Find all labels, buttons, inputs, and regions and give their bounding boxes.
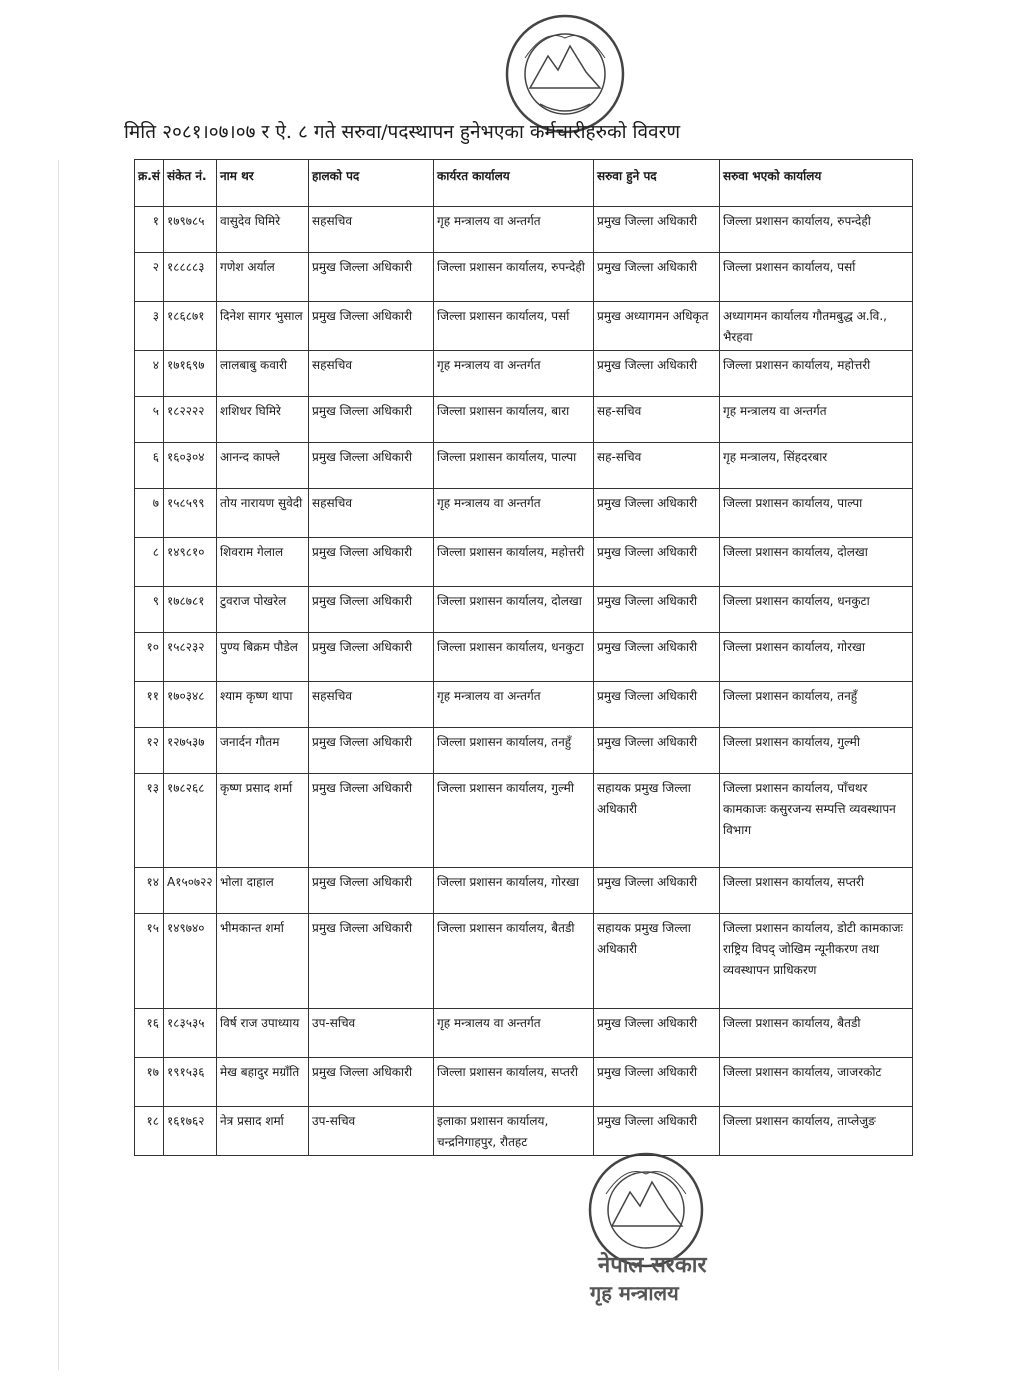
seal-text-lower: गृह मन्त्रालय bbox=[590, 1281, 679, 1305]
cell-serial: १५ bbox=[135, 914, 164, 1009]
header-name: नाम थर bbox=[217, 160, 309, 207]
cell-name: वासुदेव घिमिरे bbox=[217, 207, 309, 253]
table-row bbox=[135, 1058, 913, 1107]
cell-serial: ११ bbox=[135, 682, 164, 728]
cell-code: १८६८७१ bbox=[164, 302, 217, 351]
cell-current-post: सहसचिव bbox=[309, 351, 434, 397]
cell-transfer-office: जिल्ला प्रशासन कार्यालय, तनहुँ bbox=[720, 682, 913, 728]
cell-serial: २ bbox=[135, 253, 164, 302]
header-code: संकेत नं. bbox=[164, 160, 217, 207]
cell-working-office: गृह मन्त्रालय वा अन्तर्गत bbox=[434, 489, 594, 538]
table-row bbox=[135, 914, 913, 1009]
table-row bbox=[135, 302, 913, 351]
table-row bbox=[135, 682, 913, 728]
table-row bbox=[135, 207, 913, 253]
cell-name: जनार्दन गौतम bbox=[217, 728, 309, 774]
cell-code: १६१७६२ bbox=[164, 1107, 217, 1156]
cell-current-post: प्रमुख जिल्ला अधिकारी bbox=[309, 728, 434, 774]
cell-transfer-office: जिल्ला प्रशासन कार्यालय, डोटी कामकाजः राष्ट्रिय विपद् जोखिम न्यूनीकरण तथा व्यवस्थापन प्राधिकरण bbox=[720, 914, 913, 1009]
cell-transfer-post: प्रमुख जिल्ला अधिकारी bbox=[594, 207, 720, 253]
cell-code: १४९८१० bbox=[164, 538, 217, 587]
cell-name: लालबाबु कवारी bbox=[217, 351, 309, 397]
cell-current-post: प्रमुख जिल्ला अधिकारी bbox=[309, 443, 434, 489]
table-row bbox=[135, 633, 913, 682]
cell-code: १८३५३५ bbox=[164, 1009, 217, 1058]
cell-code: १७८७८१ bbox=[164, 587, 217, 633]
cell-serial: १२ bbox=[135, 728, 164, 774]
cell-working-office: जिल्ला प्रशासन कार्यालय, बारा bbox=[434, 397, 594, 443]
cell-transfer-office: जिल्ला प्रशासन कार्यालय, धनकुटा bbox=[720, 587, 913, 633]
cell-transfer-office: जिल्ला प्रशासन कार्यालय, पाँचथर कामकाजः कसुरजन्य सम्पत्ति व्यवस्थापन विभाग bbox=[720, 774, 913, 868]
cell-transfer-office: गृह मन्त्रालय, सिंहदरबार bbox=[720, 443, 913, 489]
cell-name: कृष्ण प्रसाद शर्मा bbox=[217, 774, 309, 868]
cell-transfer-post: प्रमुख जिल्ला अधिकारी bbox=[594, 682, 720, 728]
government-seal-bottom bbox=[570, 1148, 722, 1306]
cell-transfer-post: प्रमुख जिल्ला अधिकारी bbox=[594, 538, 720, 587]
cell-code: १४९७४० bbox=[164, 914, 217, 1009]
cell-transfer-post: प्रमुख जिल्ला अधिकारी bbox=[594, 1107, 720, 1156]
cell-transfer-office: गृह मन्त्रालय वा अन्तर्गत bbox=[720, 397, 913, 443]
header-row bbox=[135, 160, 913, 207]
cell-code: १६०३०४ bbox=[164, 443, 217, 489]
cell-transfer-post: प्रमुख जिल्ला अधिकारी bbox=[594, 489, 720, 538]
cell-working-office: जिल्ला प्रशासन कार्यालय, पर्सा bbox=[434, 302, 594, 351]
cell-name: दिनेश सागर भुसाल bbox=[217, 302, 309, 351]
cell-code: १७१६९७ bbox=[164, 351, 217, 397]
cell-serial: ७ bbox=[135, 489, 164, 538]
document-title: मिति २०८१।०७।०७ र ऐ. ८ गते सरुवा/पदस्थापन हुनेभएका कर्मचारीहरुको विवरण bbox=[124, 121, 681, 143]
cell-working-office: जिल्ला प्रशासन कार्यालय, दोलखा bbox=[434, 587, 594, 633]
header-working-office: कार्यरत कार्यालय bbox=[434, 160, 594, 207]
cell-transfer-office: जिल्ला प्रशासन कार्यालय, पाल्पा bbox=[720, 489, 913, 538]
cell-transfer-office: जिल्ला प्रशासन कार्यालय, गुल्मी bbox=[720, 728, 913, 774]
cell-transfer-post: प्रमुख जिल्ला अधिकारी bbox=[594, 253, 720, 302]
cell-serial: ९ bbox=[135, 587, 164, 633]
cell-transfer-post: प्रमुख जिल्ला अधिकारी bbox=[594, 351, 720, 397]
cell-working-office: जिल्ला प्रशासन कार्यालय, धनकुटा bbox=[434, 633, 594, 682]
cell-transfer-office: जिल्ला प्रशासन कार्यालय, बैतडी bbox=[720, 1009, 913, 1058]
cell-transfer-post: प्रमुख अध्यागमन अधिकृत bbox=[594, 302, 720, 351]
cell-name: भीमकान्त शर्मा bbox=[217, 914, 309, 1009]
cell-code: १७९७८५ bbox=[164, 207, 217, 253]
cell-working-office: गृह मन्त्रालय वा अन्तर्गत bbox=[434, 207, 594, 253]
table-row bbox=[135, 587, 913, 633]
cell-working-office: गृह मन्त्रालय वा अन्तर्गत bbox=[434, 351, 594, 397]
table-row bbox=[135, 351, 913, 397]
cell-transfer-post: सहायक प्रमुख जिल्ला अधिकारी bbox=[594, 914, 720, 1009]
header-transfer-office: सरुवा भएको कार्यालय bbox=[720, 160, 913, 207]
table-row bbox=[135, 443, 913, 489]
cell-serial: ५ bbox=[135, 397, 164, 443]
cell-current-post: प्रमुख जिल्ला अधिकारी bbox=[309, 587, 434, 633]
header-transfer-post: सरुवा हुने पद bbox=[594, 160, 720, 207]
cell-serial: १७ bbox=[135, 1058, 164, 1107]
cell-name: शिवराम गेलाल bbox=[217, 538, 309, 587]
cell-serial: ६ bbox=[135, 443, 164, 489]
cell-transfer-office: जिल्ला प्रशासन कार्यालय, दोलखा bbox=[720, 538, 913, 587]
cell-current-post: उप-सचिव bbox=[309, 1009, 434, 1058]
cell-transfer-office: जिल्ला प्रशासन कार्यालय, रुपन्देही bbox=[720, 207, 913, 253]
cell-code: १८२२२२ bbox=[164, 397, 217, 443]
cell-transfer-post: प्रमुख जिल्ला अधिकारी bbox=[594, 868, 720, 914]
transfer-table bbox=[134, 159, 913, 1156]
cell-name: मेख बहादुर मग्राँति bbox=[217, 1058, 309, 1107]
cell-working-office: जिल्ला प्रशासन कार्यालय, सप्तरी bbox=[434, 1058, 594, 1107]
cell-serial: १० bbox=[135, 633, 164, 682]
cell-code: १७०३४८ bbox=[164, 682, 217, 728]
cell-code: १२७५३७ bbox=[164, 728, 217, 774]
cell-current-post: सहसचिव bbox=[309, 682, 434, 728]
cell-transfer-post: सह-सचिव bbox=[594, 443, 720, 489]
cell-name: आनन्द काफ्ले bbox=[217, 443, 309, 489]
cell-transfer-office: जिल्ला प्रशासन कार्यालय, महोत्तरी bbox=[720, 351, 913, 397]
cell-current-post: प्रमुख जिल्ला अधिकारी bbox=[309, 1058, 434, 1107]
table-row bbox=[135, 1009, 913, 1058]
cell-working-office: जिल्ला प्रशासन कार्यालय, गोरखा bbox=[434, 868, 594, 914]
cell-transfer-office: जिल्ला प्रशासन कार्यालय, सप्तरी bbox=[720, 868, 913, 914]
cell-name: नेत्र प्रसाद शर्मा bbox=[217, 1107, 309, 1156]
cell-serial: ४ bbox=[135, 351, 164, 397]
cell-transfer-office: अध्यागमन कार्यालय गौतमबुद्ध अ.वि., भैरहवा bbox=[720, 302, 913, 351]
cell-code: १७८२६८ bbox=[164, 774, 217, 868]
cell-current-post: प्रमुख जिल्ला अधिकारी bbox=[309, 914, 434, 1009]
cell-name: तोय नारायण सुवेदी bbox=[217, 489, 309, 538]
cell-current-post: सहसचिव bbox=[309, 207, 434, 253]
seal-text-upper: नेपाल सरकार bbox=[598, 1253, 707, 1278]
cell-working-office: गृह मन्त्रालय वा अन्तर्गत bbox=[434, 682, 594, 728]
cell-transfer-post: सहायक प्रमुख जिल्ला अधिकारी bbox=[594, 774, 720, 868]
cell-serial: ८ bbox=[135, 538, 164, 587]
cell-code: A१५०७२२ bbox=[164, 868, 217, 914]
cell-serial: १६ bbox=[135, 1009, 164, 1058]
cell-working-office: जिल्ला प्रशासन कार्यालय, महोत्तरी bbox=[434, 538, 594, 587]
cell-transfer-office: जिल्ला प्रशासन कार्यालय, पर्सा bbox=[720, 253, 913, 302]
cell-current-post: प्रमुख जिल्ला अधिकारी bbox=[309, 774, 434, 868]
cell-serial: १८ bbox=[135, 1107, 164, 1156]
cell-transfer-post: प्रमुख जिल्ला अधिकारी bbox=[594, 1009, 720, 1058]
table-header bbox=[135, 160, 913, 207]
cell-working-office: जिल्ला प्रशासन कार्यालय, पाल्पा bbox=[434, 443, 594, 489]
cell-transfer-post: प्रमुख जिल्ला अधिकारी bbox=[594, 728, 720, 774]
cell-name: टुवराज पोखरेल bbox=[217, 587, 309, 633]
cell-transfer-post: प्रमुख जिल्ला अधिकारी bbox=[594, 633, 720, 682]
cell-working-office: गृह मन्त्रालय वा अन्तर्गत bbox=[434, 1009, 594, 1058]
cell-code: १९१५३६ bbox=[164, 1058, 217, 1107]
cell-transfer-post: प्रमुख जिल्ला अधिकारी bbox=[594, 587, 720, 633]
cell-working-office: जिल्ला प्रशासन कार्यालय, गुल्मी bbox=[434, 774, 594, 868]
cell-current-post: सहसचिव bbox=[309, 489, 434, 538]
cell-serial: ३ bbox=[135, 302, 164, 351]
cell-transfer-post: प्रमुख जिल्ला अधिकारी bbox=[594, 1058, 720, 1107]
cell-name: भोला दाहाल bbox=[217, 868, 309, 914]
table-row bbox=[135, 774, 913, 868]
cell-serial: १४ bbox=[135, 868, 164, 914]
header-serial: क्र.सं bbox=[135, 160, 164, 207]
cell-code: १५८२३२ bbox=[164, 633, 217, 682]
cell-code: १५८५९९ bbox=[164, 489, 217, 538]
cell-working-office: जिल्ला प्रशासन कार्यालय, रुपन्देही bbox=[434, 253, 594, 302]
cell-current-post: उप-सचिव bbox=[309, 1107, 434, 1156]
scan-edge-line bbox=[58, 160, 59, 1370]
header-current-post: हालको पद bbox=[309, 160, 434, 207]
cell-current-post: प्रमुख जिल्ला अधिकारी bbox=[309, 253, 434, 302]
cell-code: १८८८८३ bbox=[164, 253, 217, 302]
cell-serial: १३ bbox=[135, 774, 164, 868]
table-row bbox=[135, 489, 913, 538]
cell-current-post: प्रमुख जिल्ला अधिकारी bbox=[309, 302, 434, 351]
cell-working-office: जिल्ला प्रशासन कार्यालय, बैतडी bbox=[434, 914, 594, 1009]
cell-current-post: प्रमुख जिल्ला अधिकारी bbox=[309, 397, 434, 443]
table-row bbox=[135, 538, 913, 587]
cell-transfer-office: जिल्ला प्रशासन कार्यालय, ताप्लेजुङ bbox=[720, 1107, 913, 1156]
table-row bbox=[135, 397, 913, 443]
table-row bbox=[135, 868, 913, 914]
cell-serial: १ bbox=[135, 207, 164, 253]
cell-current-post: प्रमुख जिल्ला अधिकारी bbox=[309, 633, 434, 682]
cell-transfer-office: जिल्ला प्रशासन कार्यालय, गोरखा bbox=[720, 633, 913, 682]
table-row bbox=[135, 253, 913, 302]
cell-transfer-office: जिल्ला प्रशासन कार्यालय, जाजरकोट bbox=[720, 1058, 913, 1107]
table-row bbox=[135, 728, 913, 774]
cell-working-office: इलाका प्रशासन कार्यालय, चन्द्रनिगाहपुर, रौतहट bbox=[434, 1107, 594, 1156]
cell-name: पुण्य बिक्रम पौडेल bbox=[217, 633, 309, 682]
cell-transfer-post: सह-सचिव bbox=[594, 397, 720, 443]
cell-current-post: प्रमुख जिल्ला अधिकारी bbox=[309, 868, 434, 914]
cell-name: गणेश अर्याल bbox=[217, 253, 309, 302]
table-row bbox=[135, 1107, 913, 1156]
cell-name: श्याम कृष्ण थापा bbox=[217, 682, 309, 728]
cell-current-post: प्रमुख जिल्ला अधिकारी bbox=[309, 538, 434, 587]
cell-name: शशिधर घिमिरे bbox=[217, 397, 309, 443]
cell-working-office: जिल्ला प्रशासन कार्यालय, तनहुँ bbox=[434, 728, 594, 774]
cell-name: विर्ष राज उपाध्याय bbox=[217, 1009, 309, 1058]
